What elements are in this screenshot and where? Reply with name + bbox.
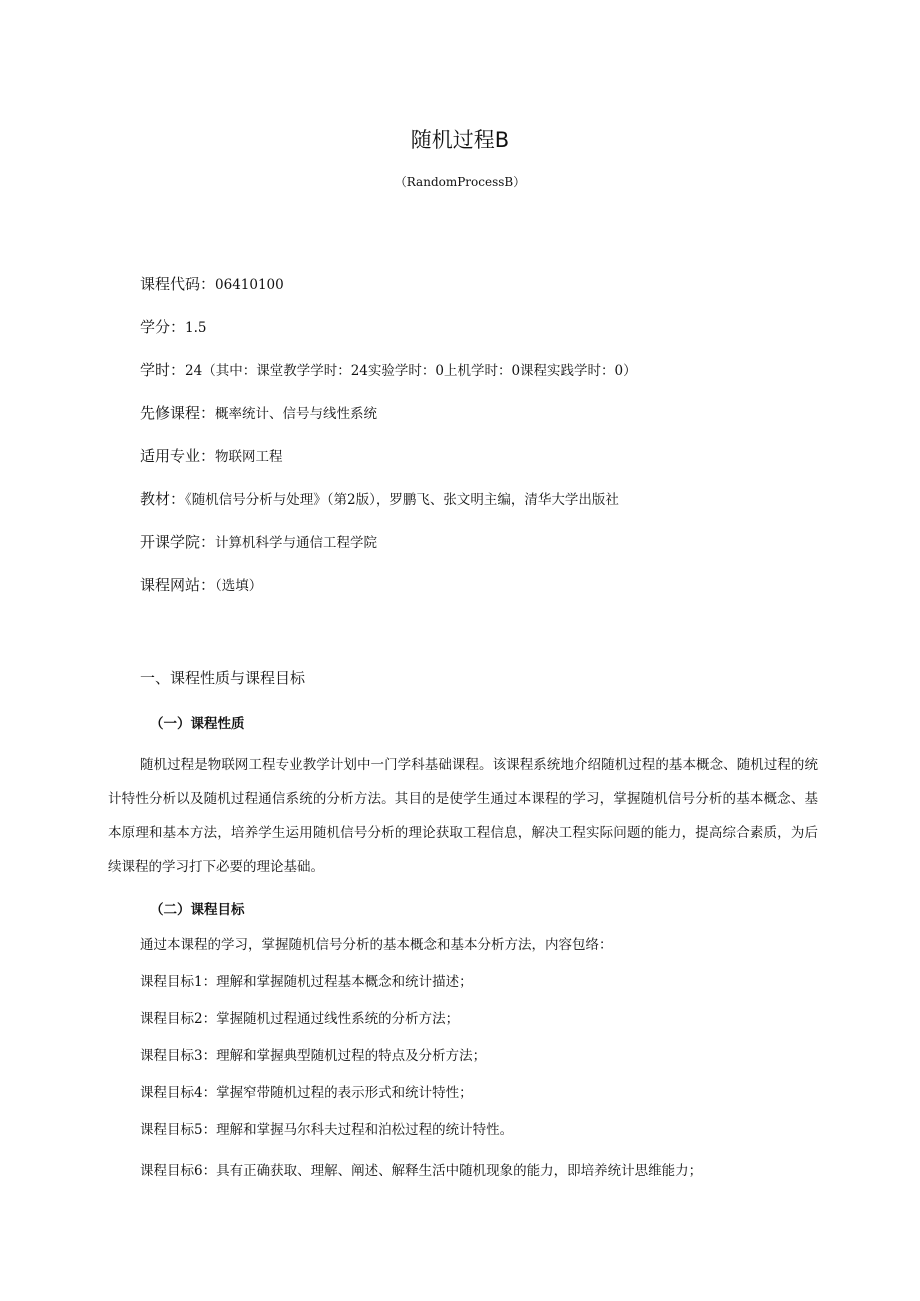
course-nature-paragraph: 随机过程是物联网工程专业教学计划中一门学科基础课程。该课程系统地介绍随机过程的基本概念、随机过程的统计特性分析以及随机过程通信系统的分析方法。其目的是使学生通过本课程的学习，掌握随机信号分析的基本概念、基本原理和基本方法，培养学生运用随机信号分析的理论获取工程信息，解决工程实际问题的能力，提高综合素质，为后续课程的学习打下必要的理论基础。 [108,757,818,875]
course-nature-heading: （一）课程性质 [150,716,245,732]
info-value: 计算机科学与通信工程学院 [215,535,378,551]
info-value: 24（其中：课堂教学学时：24实验学时：0上机学时：0课程实践学时：0） [185,363,637,379]
course-goal-item: 课程目标2：掌握随机过程通过线性系统的分析方法； [140,1011,460,1027]
info-value: 《随机信号分析与处理》（第2版），罗鹏飞、张文明主编，清华大学出版社 [185,492,619,508]
section-heading: 一、课程性质与课程目标 [140,669,306,687]
info-hours [140,359,840,382]
info-textbook [140,488,840,511]
info-value: 物联网工程 [215,449,283,465]
course-goal-item: 课程目标3：理解和掌握典型随机过程的特点及分析方法； [140,1048,487,1064]
info-label: 学分： [140,318,186,336]
info-label: 学时： [140,361,186,379]
info-label: 开课学院： [140,533,216,551]
info-value: 概率统计、信号与线性系统 [215,406,378,422]
info-prerequisites [140,402,840,425]
info-course-code [140,273,840,296]
info-label: 教材： [140,490,186,508]
course-subtitle: （RandomProcessB） [394,175,526,189]
course-goal-item: 课程目标6：具有正确获取、理解、阐述、解释生活中随机现象的能力，即培养统计思维能力； [140,1163,703,1179]
info-value: 1.5 [185,320,207,336]
info-label: 课程网站： [140,576,216,594]
info-label: 先修课程： [140,404,216,422]
info-college [140,531,840,554]
info-label: 课程代码： [140,275,216,293]
course-goals-intro: 通过本课程的学习，掌握随机信号分析的基本概念和基本分析方法，内容包络： [140,937,613,953]
course-title: 随机过程B [410,128,510,152]
info-value: 06410100 [215,277,284,293]
info-credits [140,316,840,339]
info-label: 适用专业： [140,447,216,465]
info-website [140,574,840,597]
info-value: （选填） [215,578,263,594]
info-major [140,445,840,468]
course-goal-item: 课程目标4：掌握窄带随机过程的表示形式和统计特性； [140,1085,473,1101]
course-goal-item: 课程目标5：理解和掌握马尔科夫过程和泊松过程的统计特性。 [140,1122,514,1138]
course-goal-item: 课程目标1：理解和掌握随机过程基本概念和统计描述； [140,974,473,990]
course-goals-heading: （二）课程目标 [150,902,245,918]
